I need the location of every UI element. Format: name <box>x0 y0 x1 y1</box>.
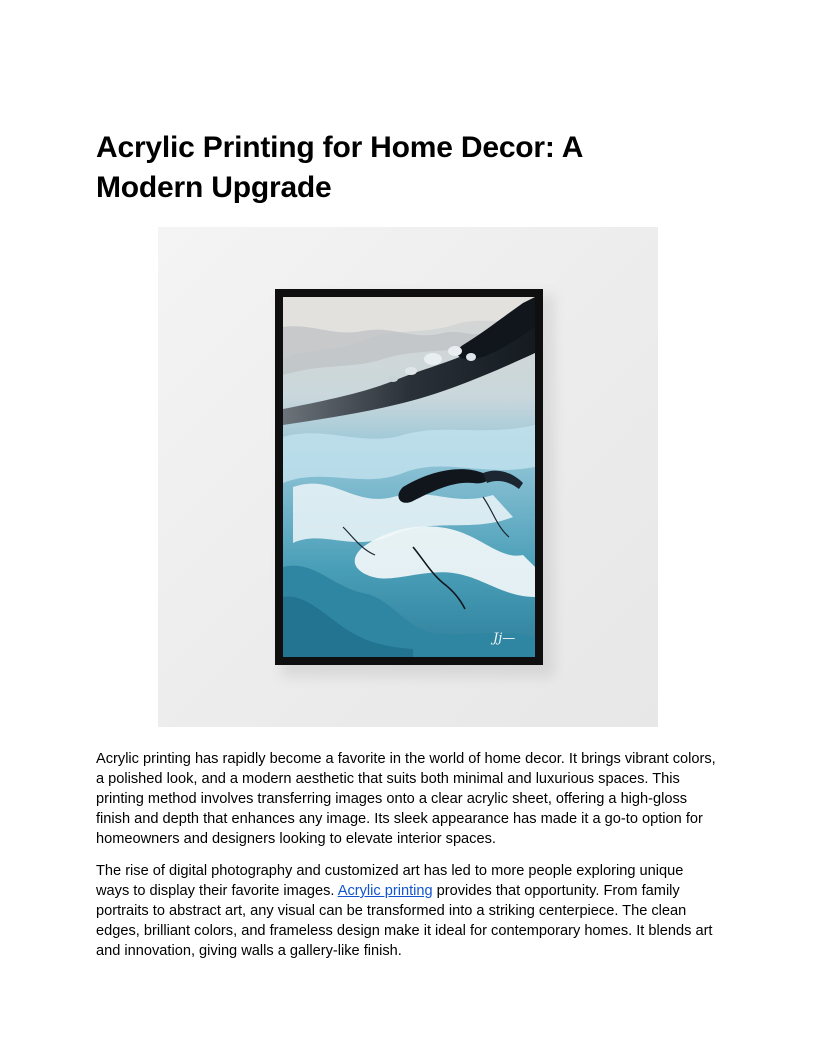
paragraph-line: and innovation, giving walls a gallery-like finish. <box>96 943 402 959</box>
paragraph-line: The rise of digital photography and customized art has led to more people exploring unique <box>96 863 684 879</box>
paragraph-text-after-link: provides that opportunity. From family <box>432 883 680 899</box>
abstract-fluid-art <box>283 297 535 657</box>
document-title <box>96 128 696 208</box>
paragraph-line: edges, brilliant colors, and frameless design make it ideal for contemporary homes. It blends art <box>96 923 713 939</box>
paragraph-line: portraits to abstract art, any visual can be transformed into a striking centerpiece. The clean <box>96 903 687 919</box>
black-frame <box>275 289 543 665</box>
paragraph-line: finish and depth that enhances any image. Its sleek appearance has made it a go-to option for <box>96 811 703 827</box>
paragraph-line: a polished look, and a modern aesthetic that suits both minimal and luxurious spaces. This <box>96 771 680 787</box>
artist-signature: Jj— <box>493 631 516 646</box>
paragraph-digital-photography <box>96 861 720 961</box>
acrylic-printing-link[interactable]: Acrylic printing <box>337 883 433 899</box>
paragraph-text-before-link: ways to display their favorite images. <box>96 883 338 899</box>
title-line-1: Acrylic Printing for Home Decor: A <box>96 131 584 164</box>
paragraph-line: homeowners and designers looking to elevate interior spaces. <box>96 831 496 847</box>
paragraph-intro <box>96 749 720 849</box>
paragraph-line: printing method involves transferring images onto a clear acrylic sheet, offering a high-gloss <box>96 791 688 807</box>
title-line-2: Modern Upgrade <box>96 171 332 204</box>
framed-artwork-image <box>158 227 658 727</box>
paragraph-line: Acrylic printing has rapidly become a favorite in the world of home decor. It brings vibrant colors, <box>96 751 716 767</box>
paragraph-line-with-link <box>96 881 720 901</box>
